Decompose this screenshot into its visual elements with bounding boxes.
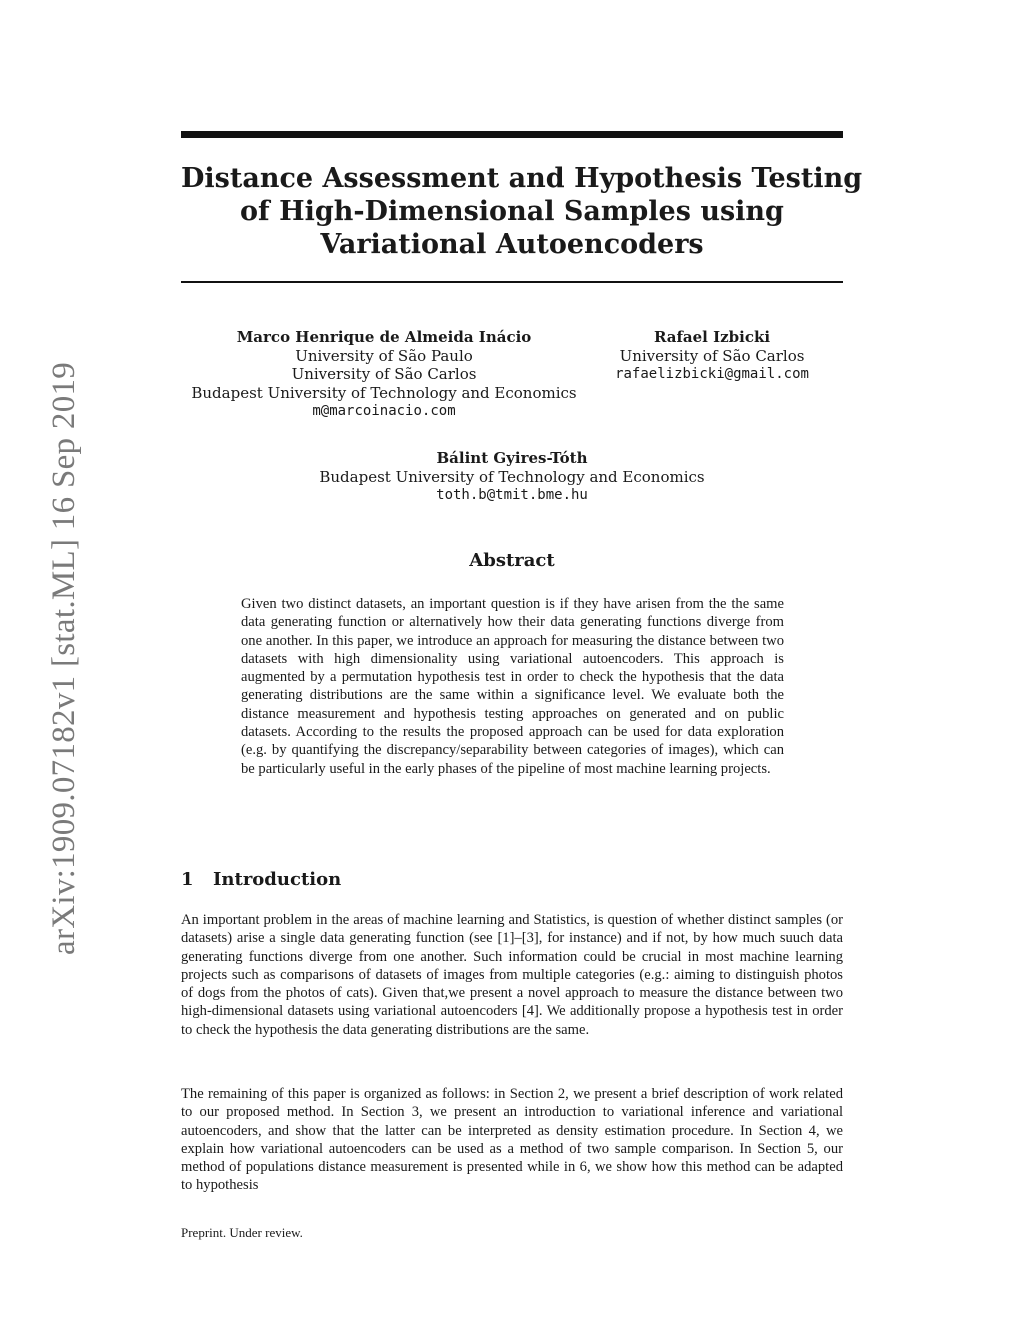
author-name: Rafael Izbicki [653, 328, 771, 346]
title-line: of High-Dimensional Samples using [240, 196, 784, 227]
author-block [591, 328, 833, 384]
author-email[interactable]: m@marcoinacio.com [312, 403, 456, 419]
section-number: 1 [181, 869, 194, 890]
footer-note: Preprint. Under review. [181, 1225, 303, 1240]
body-paragraph: An important problem in the areas of machine learning and Statistics, is question of whether distinct samples (or datasets) arise a single data generating function (see [1]–[3], for instance) and if not, by how much suuch data generating functions diverge from one another. Such information could be crucial in most machine learning projects such as comparisons of datasets of images from multiple categories (e.g.: aiming to distinguish photos of dogs from the photos of cats). Given that,we present a novel approach to measure the distance between two high-dimensional datasets using variational autoencoders [4]. We additionally propose a hypothesis test in order to check the hypothesis the data generating distributions are the same. [181, 912, 843, 1038]
author-block [183, 328, 585, 421]
author-email[interactable]: toth.b@tmit.bme.hu [436, 487, 588, 503]
title-bottom-rule [181, 281, 843, 283]
title-line: Distance Assessment and Hypothesis Testing [181, 163, 863, 194]
arxiv-identifier: arXiv:1909.07182v1 [stat.ML] 16 Sep 2019 [46, 361, 82, 955]
paper-title [181, 162, 863, 261]
body-paragraph: The remaining of this paper is organized as follows: in Section 2, we present a brief description of work related to our proposed method. In Section 3, we present an introduction to variational inference and variational autoencoders, and show that the latter can be interpreted as density estimation procedure. In Section 4, we explain how variational autoencoders can be used as a method of two sample comparison. In Section 5, our method of populations distance measurement is presented while in 6, we show how this method can be adapted to hypothesis [181, 1086, 843, 1194]
author-affiliation: University of São Paulo [295, 346, 473, 365]
author-name: Bálint Gyires-Tóth [436, 449, 588, 467]
author-affiliation: University of São Carlos [291, 365, 477, 383]
section-heading [181, 869, 341, 890]
title-line: Variational Autoencoders [320, 229, 704, 260]
author-name: Marco Henrique de Almeida Inácio [236, 328, 532, 346]
title-top-rule [181, 131, 843, 138]
author-affiliation: University of São Carlos [619, 346, 805, 365]
author-affiliation: Budapest University of Technology and Economics [191, 383, 577, 402]
abstract-text: Given two distinct datasets, an important question is if they have arisen from the the same data generating function or alternatively how their data generating functions diverge from one another. In this paper, we introduce an approach for measuring the distance between two datasets with high dimensionality using variational autoencoders. This approach is augmented by a permutation hypothesis test in order to check the hypothesis that the data generating distributions are the same within a significance level. We evaluate both the distance measurement and hypothesis testing approaches on generated and on public datasets. According to the results the proposed approach can be used for data exploration (e.g. by quantifying the discrepancy/separability between categories of images), which can be particularly useful in the early phases of the pipeline of most machine learning projects. [241, 596, 784, 777]
section-title: Introduction [213, 869, 342, 890]
abstract-heading: Abstract [469, 550, 555, 571]
author-affiliation: Budapest University of Technology and Economics [319, 467, 705, 486]
author-block [300, 449, 724, 505]
author-email[interactable]: rafaelizbicki@gmail.com [615, 366, 809, 382]
